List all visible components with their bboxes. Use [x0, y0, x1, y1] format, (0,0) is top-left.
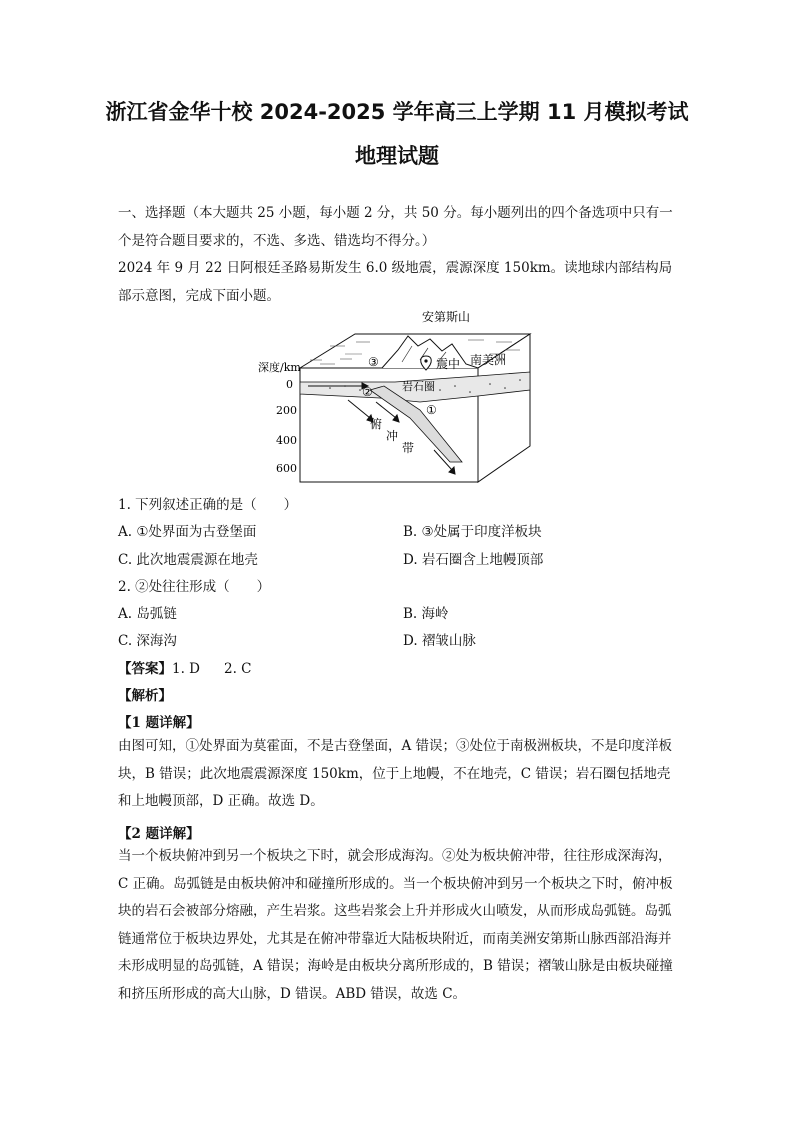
depth-tick-600: 600 [276, 462, 297, 475]
label-lithosphere: 岩石圈 [402, 380, 435, 393]
detail2-label: 【2 题详解】 [118, 826, 200, 842]
detail1-text: 由图可知，①处界面为莫霍面，不是古登堡面，A 错误；③处位于南极洲板块，不是印度洋板块，B 错误；此次地震震源深度 150km，位于上地幔，不在地壳，C 错误；岩石圈包括地壳和上地幔顶部，D 正确。故选 D。 [118, 738, 673, 809]
q1-option-d: D. 岩石圈含上地幔顶部 [403, 552, 544, 568]
q2-stem: 2. ②处往往形成（ ） [118, 579, 271, 595]
question-stem: 2024 年 9 月 22 日阿根廷圣路易斯发生 6.0 级地震，震源深度 150km。读地球内部结构局部示意图，完成下面小题。 [118, 260, 673, 304]
page-subtitle: 地理试题 [355, 144, 439, 168]
section-heading: 一、选择题（本大题共 25 小题，每小题 2 分，共 50 分。每小题列出的四个备选项中只有一个是符合题目要求的，不选、多选、错选均不得分。） [118, 205, 673, 249]
q1-option-b: B. ③处属于印度洋板块 [403, 524, 542, 540]
answer-q1: 1. D [172, 661, 200, 677]
q1-option-a: A. ①处界面为古登堡面 [118, 524, 257, 540]
label-focus: 震中 [436, 357, 461, 371]
q1-option-c: C. 此次地震震源在地壳 [118, 552, 258, 568]
detail1-label: 【1 题详解】 [118, 715, 200, 731]
answer-line [118, 657, 252, 677]
page-title: 浙江省金华十校 2024-2025 学年高三上学期 11 月模拟考试 [105, 100, 689, 124]
label-two: ② [362, 385, 373, 399]
label-south-america: 南美洲 [470, 353, 507, 367]
label-one: ① [426, 403, 437, 417]
detail2-text: 当一个板块俯冲到另一个板块之下时，就会形成海沟。②处为板块俯冲带，往往形成深海沟，C 正确。岛弧链是由板块俯冲和碰撞所形成的。当一个板块俯冲到另一个板块之下时，俯冲板块的岩石会被部分熔融，产生岩浆。这些岩浆会上升并形成火山喷发，从而形成岛弧链。岛弧链通常位于板块边界处，尤其是在俯冲带靠近大陆板块附近，而南美洲安第斯山脉西部沿海并未形成明显的岛弧链，A 错误；海岭是由板块分离所形成的，B 错误；褶皱山脉是由板块碰撞和挤压所形成的高大山脉，D 错误。ABD 错误，故选 C。 [118, 848, 673, 1002]
analysis-label: 【解析】 [118, 688, 172, 704]
depth-tick-0: 0 [286, 378, 293, 391]
depth-tick-200: 200 [276, 404, 297, 417]
depth-tick-400: 400 [276, 434, 297, 447]
q2-option-d: D. 褶皱山脉 [403, 633, 476, 649]
label-subduction-3: 带 [402, 441, 415, 455]
answer-label: 【答案】 [118, 661, 172, 677]
q2-option-c: C. 深海沟 [118, 633, 177, 649]
label-subduction-1: 俯 [370, 417, 383, 431]
earth-structure-figure [0, 306, 794, 486]
answer-q2: 2. C [224, 661, 252, 677]
q1-stem: 1. 下列叙述正确的是（ ） [118, 497, 298, 513]
q2-option-b: B. 海岭 [403, 606, 449, 622]
label-andes: 安第斯山 [422, 310, 471, 324]
q2-option-a: A. 岛弧链 [118, 606, 177, 622]
label-three: ③ [368, 355, 379, 369]
label-depth: 深度/km [258, 361, 301, 374]
label-subduction-2: 冲 [386, 429, 399, 443]
